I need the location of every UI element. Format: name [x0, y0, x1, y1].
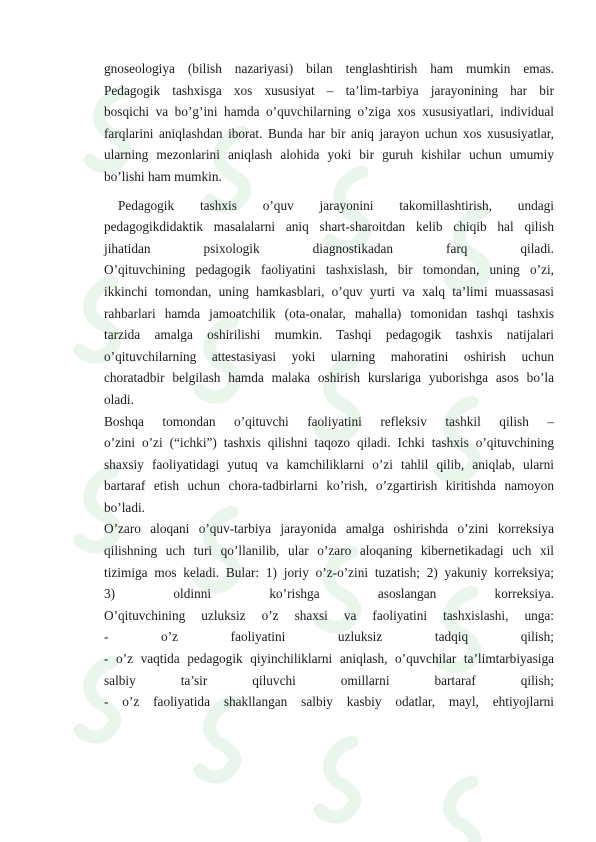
text-line: O’zaro aloqani o’quv-tarbiya jarayonida amalga oshirishda o’zini korreksiya [104, 521, 554, 537]
text-line: qilishning uch turi qo’llanilib, ular o’zaro aloqaning kibernetikadagi uch xil [104, 543, 554, 559]
text-line: bo’lishi ham mumkin. [104, 168, 222, 184]
document-page [104, 58, 554, 713]
text-line: tizimiga mos keladi. Bular: 1) joriy o’z-o’zini tuzatish; 2) yakuniy korreksiya; [104, 564, 554, 580]
text-line: Pedagogik tashxis o’quv jarayonini takomillashtirish, undagi [118, 197, 554, 213]
text-line: tarzida amalga oshirilishi mumkin. Tashqi pedagogik tashxis natijalari [104, 327, 554, 343]
text-line: pedagogikdidaktik masalalarni aniq shart-sharoitdan kelib chiqib hal qilish [104, 219, 554, 235]
text-line: gnoseologiya (bilish nazariyasi) bilan tenglashtirish ham mumkin emas. [104, 61, 554, 76]
text-line: O’qituvchining pedagogik faoliyatini tashxislash, bir tomondan, uning o’zi, [104, 262, 554, 278]
text-line: jihatidan psixologik diagnostikadan farq qiladi. [104, 240, 554, 256]
text-line: salbiy ta’sir qiluvchi omillarni bartaraf qilish; [104, 672, 554, 688]
text-line: choratadbir belgilash hamda malaka oshirish kurslariga yuborishga asos bo’la [104, 370, 554, 386]
text-line: o’zini o’zi (“ichki”) tashxis qilishni taqozo qiladi. Ichki tashxis o’qituvchining [104, 435, 554, 451]
text-line: - o’z faoliyatini uzluksiz tadqiq qilish; [104, 629, 554, 645]
text-line: - o’z faoliyatida shakllangan salbiy kasbiy odatlar, mayl, ehtiyojlarni [104, 694, 554, 710]
text-line: o’qituvchilarning attestasiyasi yoki ularning mahoratini oshirish uchun [104, 348, 554, 364]
text-line: ikkinchi tomondan, uning hamkasblari, o’quv yurti va xalq ta’limi muassasasi [104, 283, 554, 299]
text-line: bartaraf etish uchun chora-tadbirlarni ko’rish, o’zgartirish kiritishda namoyon [104, 478, 554, 494]
text-line: bo’ladi. [104, 499, 145, 515]
paragraph-main [104, 195, 554, 713]
text-line: Pedagogik tashxisga xos xususiyat – ta’lim-tarbiya jarayonining har bir [104, 82, 554, 98]
text-line: farqlarini aniqlashdan iborat. Bunda har bir aniq jarayon uchun xos xususiyatlar, [104, 125, 554, 141]
text-line: - o’z vaqtida pedagogik qiyinchiliklarni aniqlash, o’quvchilar ta’limtarbiyasiga [104, 651, 554, 667]
paragraph-intro [104, 58, 554, 188]
text-line: O’qituvchining uzluksiz o’z shaxsi va faoliyatini tashxislashi, unga: [104, 607, 554, 623]
text-line: shaxsiy faoliyatidagi yutuq va kamchiliklarni o’zi tahlil qilib, aniqlab, ularni [104, 456, 554, 472]
text-line: 3) oldinni ko’rishga asoslangan korreksiya. [104, 586, 554, 602]
text-line: oladi. [104, 391, 134, 407]
text-line: rahbarlari hamda jamoatchilik (ota-onalar, mahalla) tomonidan tashqi tashxis [104, 305, 554, 321]
text-line: ularning mezonlarini aniqlash alohida yoki bir guruh kishilar uchun umumiy [104, 147, 554, 163]
text-line: bosqichi va bo’g’ini hamda o’quvchilarning o’ziga xos xususiyatlari, individual [104, 104, 554, 120]
text-line: Boshqa tomondan o’qituvchi faoliyatini refleksiv tashkil qilish – [104, 413, 554, 429]
